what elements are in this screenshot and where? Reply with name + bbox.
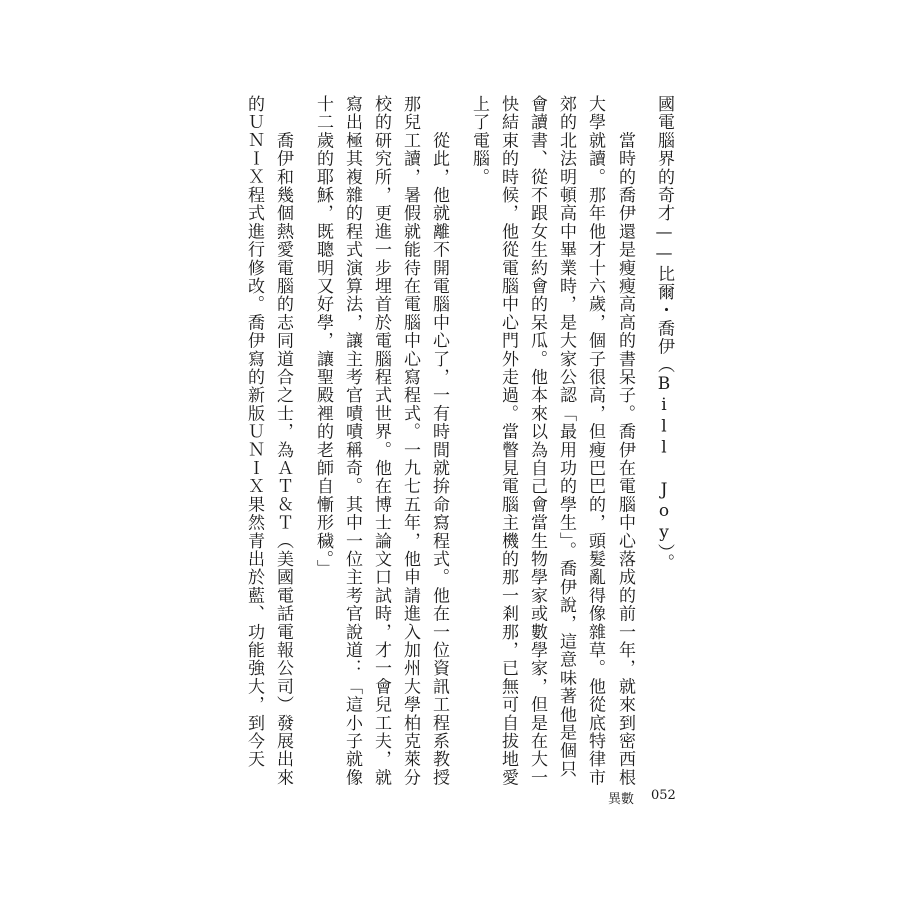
text-column-1: 國電腦界的奇才——比爾・喬伊（Bill Joy）。 xyxy=(654,95,674,572)
text-column-7: 上了電腦。 xyxy=(469,95,489,186)
text-column-2: 當時的喬伊還是瘦瘦高高的書呆子。喬伊在電腦中心落成的前一年，就來到密西根 xyxy=(615,95,635,787)
page-number: 052 xyxy=(651,788,676,803)
text-column-5: 會讀書、從不跟女生約會的呆瓜。他本來以為自己會當生物學家或數學家，但是在大一 xyxy=(527,95,547,787)
text-column-6: 快結束的時候，他從電腦中心門外走過。當瞥見電腦主機的那一剎那，已無可自拔地愛 xyxy=(498,95,518,787)
text-column-10: 校的研究所，更進一步埋首於電腦程式世界。他在博士論文口試時，才一會兒工夫，就 xyxy=(371,95,391,787)
text-column-4: 郊的北法明頓高中畢業時，是大家公認「最用功的學生」。喬伊說，這意味著他是個只 xyxy=(556,95,576,779)
text-column-12: 十二歲的耶穌，既聰明又好學，讓聖殿裡的老師自慚形穢。」 xyxy=(313,95,333,578)
text-column-13: 喬伊和幾個熱愛電腦的志同道合之士，為ＡＴ＆Ｔ（美國電話電報公司）發展出來 xyxy=(273,95,293,787)
text-column-9: 那兒工讀，暑假就能待在電腦中心寫程式。一九七五年，他申請進入加州大學柏克萊分 xyxy=(400,95,420,787)
text-column-14: 的ＵＮＩＸ程式進行修改。喬伊寫的新版ＵＮＩＸ果然青出於藍、功能強大，到今天 xyxy=(244,95,264,769)
running-title: 異數 xyxy=(608,792,635,807)
text-column-8: 從此，他就離不開電腦中心了，一有時間就拚命寫程式。他在一位資訊工程系教授 xyxy=(429,95,449,787)
text-column-11: 寫出極其複雜的程式演算法，讓主考官嘖嘖稱奇。其中一位主考官說道：「這小子就像 xyxy=(342,95,362,787)
text-column-3: 大學就讀。那年他才十六歲，個子很高，但瘦巴巴的，頭髮亂得像雜草。他從底特律市 xyxy=(585,95,605,787)
